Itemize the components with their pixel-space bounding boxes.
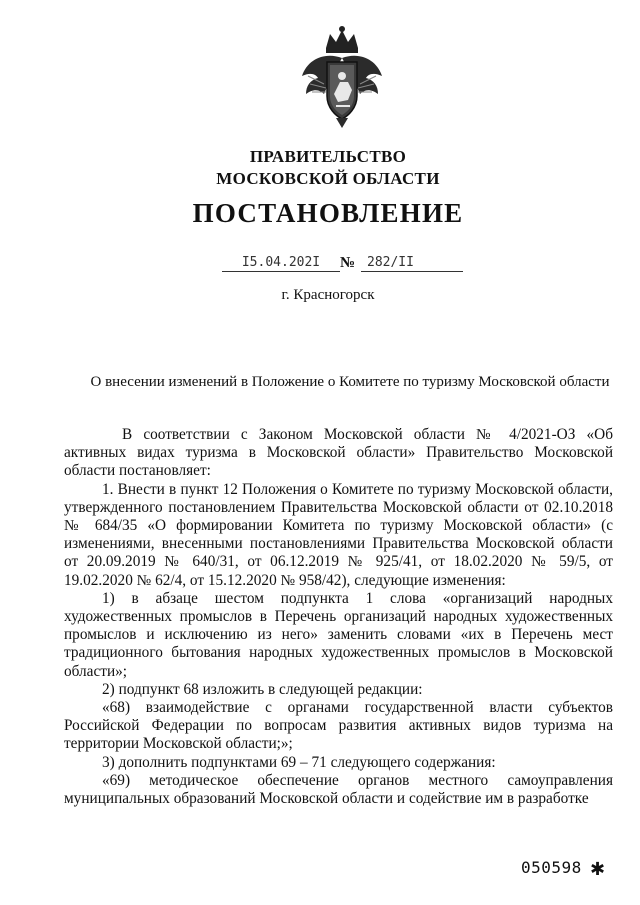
asterisk-mark: ✱: [590, 859, 606, 879]
paragraph-subitem-68: «68) взаимодействие с органами государственной власти субъектов Российской Федерации по вопросам развития активных видов туризма на территории Московской области;»;: [64, 699, 613, 753]
paragraph-subitem-2: 2) подпункт 68 изложить в следующей редакции:: [102, 680, 423, 698]
coat-of-arms-icon: [296, 24, 388, 132]
government-title-line2: МОСКОВСКОЙ ОБЛАСТИ: [216, 169, 440, 188]
government-title-line1: ПРАВИТЕЛЬСТВО: [249, 147, 407, 166]
serial-number: 050598: [521, 858, 582, 877]
paragraph-subitem-3: 3) дополнить подпунктами 69 – 71 следующего содержания:: [102, 753, 496, 771]
paragraph-preamble: В соответствии с Законом Московской области № 4/2021-ОЗ «Об активных видах туризма в Московской области» Правительство Московской области постановляет:: [64, 426, 613, 480]
document-number: 282/II: [361, 255, 463, 272]
date-number-line: [0, 255, 640, 279]
document-body: [64, 426, 613, 808]
paragraph-item-1: 1. Внести в пункт 12 Положения о Комитете по туризму Московской области, утвержденного постановлением Правительства Московской области от 02.10.2018 № 684/35 «О формировании Комитета по туризму Московской области» (с изменениями, внесенными постановлениями Правительства Московской области от 20.09.2019 № 640/31, от 06.12.2019 № 925/41, от 18.02.2020 № 59/5, от 19.02.2020 № 62/4, от 15.12.2020 № 958/42), следующие изменения:: [64, 480, 613, 589]
document-subject: О внесении изменений в Положение о Комитете по туризму Московской области: [90, 374, 610, 390]
document-date: I5.04.202I: [222, 255, 340, 272]
paragraph-subitem-69: «69) методическое обеспечение органов местного самоуправления муниципальных образований Московской области и содействие им в разработке: [64, 771, 613, 808]
city-name: г. Красногорск: [281, 287, 375, 303]
number-sign: №: [340, 255, 356, 271]
paragraph-subitem-1: 1) в абзаце шестом подпункта 1 слова «организаций народных художественных промыслов в Перечень организаций народных художественных промыслов и исключению из него» заменить словами «их в Перечень мест традиционного бытования народных художественных промыслов в Московской области»;: [64, 589, 613, 680]
document-type-heading: ПОСТАНОВЛЕНИЕ: [192, 198, 464, 228]
